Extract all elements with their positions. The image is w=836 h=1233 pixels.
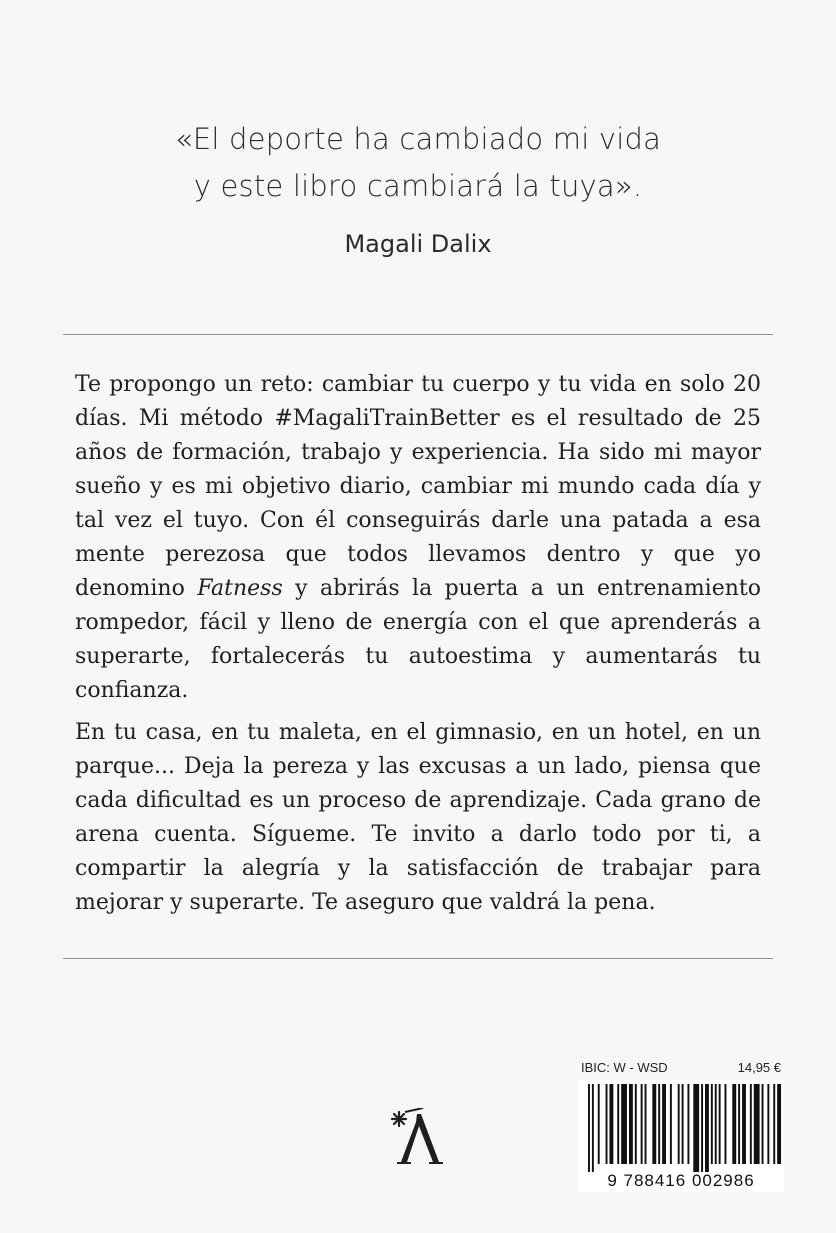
blurb-p1-start: Te propongo un reto: cambiar tu cuerpo y tu vida en solo 20 días. Mi método #MagaliTrainBetter es el resultado de 25 años de formación, trabajo y experiencia. Ha sido mi mayor sueño y es mi objetivo diario, cambiar mi mundo cada día y tal vez el tuyo. Con él conseguirás darle una patada a esa mente perezosa que todos llevamos dentro y que yo denomino [75, 372, 761, 601]
barcode-bar [617, 1084, 619, 1164]
barcode-bar [652, 1084, 656, 1164]
barcode-bar [705, 1084, 709, 1172]
barcode-bar [742, 1084, 746, 1164]
barcode-bar [777, 1084, 781, 1164]
barcode-block [578, 1058, 784, 1192]
blurb-p1-italic: Fatness [197, 576, 283, 601]
barcode-bar [738, 1084, 740, 1164]
barcode-bar [715, 1084, 717, 1164]
barcode-bar [732, 1084, 736, 1164]
barcode-bar [682, 1084, 684, 1164]
blurb-p1-end: y abrirás la puerta a un entrenamiento rompedor, fácil y lleno de energía con el que aprenderás a superarte, fortalecerás tu autoestima y aumentarás tu confianza. [75, 576, 761, 703]
price-label: 14,95 € [737, 1060, 781, 1075]
barcode-bar [678, 1084, 680, 1164]
barcode-bar [762, 1084, 764, 1164]
barcode-bar [754, 1084, 760, 1164]
barcode-bar [606, 1084, 608, 1164]
barcode-bar [767, 1084, 769, 1164]
barcode-bar [670, 1084, 672, 1164]
blurb-paragraph-2: En tu casa, en tu maleta, en el gimnasio, en un hotel, en un parque... Deja la pereza y las excusas a un lado, piensa que cada dificultad es un proceso de aprendizaje. Cada grano de arena cuenta. Sígueme. Te invito a darlo todo por ti, a compartir la alegría y la satisfacción de trabajar para mejorar y superarte. Te aseguro que valdrá la pena. [75, 720, 761, 915]
back-cover-quote [0, 116, 836, 210]
barcode-bar [719, 1084, 721, 1164]
barcode-bar [629, 1084, 633, 1164]
barcode-bar [598, 1084, 600, 1164]
barcode-bar [701, 1084, 703, 1172]
barcode-bar [711, 1084, 713, 1164]
barcode-bar [693, 1084, 699, 1172]
barcode-bar [662, 1084, 666, 1164]
blurb-paragraph-1 [75, 368, 761, 708]
ibic-code: IBIC: W - WSD [581, 1060, 668, 1075]
blurb-text [75, 368, 761, 928]
barcode-bar [687, 1084, 689, 1164]
barcode-bar [750, 1084, 752, 1164]
quote-line-1: «El deporte ha cambiado mi vida [174, 122, 662, 156]
barcode-bar [621, 1084, 627, 1164]
barcode-bar [641, 1084, 643, 1164]
barcode-bar [725, 1084, 727, 1164]
barcode-bar [592, 1084, 594, 1172]
barcode-digits: 9 788416 002986 [607, 1171, 755, 1190]
barcode-header [578, 1058, 784, 1076]
barcode-bar [658, 1084, 660, 1164]
quote-author: Magali Dalix [344, 230, 492, 258]
barcode-bar [588, 1084, 590, 1172]
barcode-bar [773, 1084, 775, 1164]
publisher-logo-icon [391, 1108, 445, 1171]
quote-line-2: y este libro cambiará la tuya». [193, 169, 643, 203]
barcode-bar [645, 1084, 647, 1164]
divider-top [63, 334, 773, 335]
barcode-bar [635, 1084, 637, 1164]
barcode-bar [609, 1084, 613, 1164]
divider-bottom [63, 958, 773, 959]
isbn-barcode [578, 1080, 784, 1192]
